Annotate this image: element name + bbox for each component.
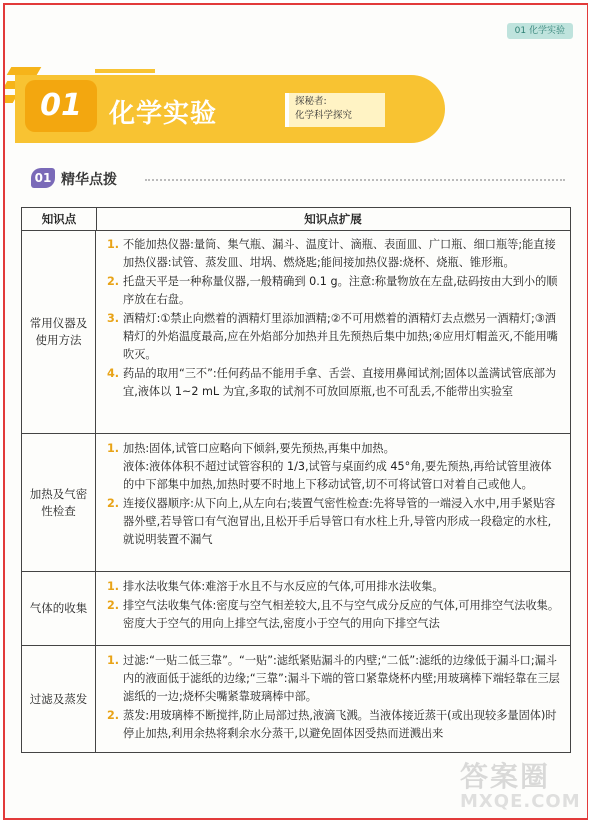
list-item: 1. 过滤:“一贴二低三靠”。“一贴”:滤纸紧贴漏斗的内壁;“二低”:滤纸的边缘低于漏斗口;漏斗内的液面低于滤纸的边缘;“三靠”:漏斗下端的管口紧靠烧杯内壁;用玻璃棒下端轻靠在三层滤纸的一边;烧杯尖嘴紧靠玻璃棒中部。: [107, 654, 560, 703]
list-item: 1. 加热:固体,试管口应略向下倾斜,要先预热,再集中加热。 液体:液体体积不超过试管容积的 1/3,试管与桌面约成 45°角,要先预热,再给试管里液体的中下部集中加热,加热时要不时地上下移动试管,切不可将试管口对着自己或他人。: [107, 442, 552, 491]
list-item: 2. 排空气法收集气体:密度与空气相差较大,且不与空气成分反应的气体,可用排空气法收集。密度大于空气的用向上排空气法,密度小于空气的用向下排空气法: [107, 599, 560, 630]
section-divider: [145, 179, 565, 181]
list-item: 2. 蒸发:用玻璃棒不断搅拌,防止局部过热,液滴飞溅。当液体接近蒸干(或出现较多量固体)时停止加热,利用余热将剩余水分蒸干,以避免固体因受热而迸溅出来: [107, 709, 557, 740]
list-item: 3. 酒精灯:①禁止向燃着的酒精灯里添加酒精;②不可用燃着的酒精灯去点燃另一酒精灯;③酒精灯的外焰温度最高,应在外焰部分加热并且先预热后集中加热;④应用灯帽盖灭,不能用嘴吹灭。: [107, 312, 558, 361]
table-row: [22, 646, 570, 752]
row-content: [97, 572, 570, 645]
list-item: 4. 药品的取用“三不”:任何药品不能用手拿、舌尝、直接用鼻闻试剂;固体以盖满试管底部为宜,液体以 1~2 mL 为宜,多取的试剂不可放回原瓶,也不可乱丢,不能带出实验室: [107, 367, 557, 398]
list-item: 2. 托盘天平是一种称量仪器,一般精确到 0.1 g。注意:称量物放在左盘,砝码按由大到小的顺序放在右盘。: [107, 275, 558, 306]
table-row: [22, 434, 570, 572]
section-title: 精华点拨: [61, 172, 117, 188]
row-content: [97, 646, 570, 752]
watermark-line2: MXQE.COM: [460, 791, 581, 812]
table-header: [22, 208, 570, 231]
knowledge-table: [21, 207, 571, 753]
chapter-title: 化学实验: [109, 99, 218, 129]
table-row: [22, 230, 570, 434]
watermark: [460, 755, 580, 818]
row-label: 过滤及蒸发: [22, 646, 96, 752]
chapter-tag-line2: 化学科学探究: [295, 110, 353, 121]
row-label: 气体的收集: [22, 572, 96, 645]
row-label: 加热及气密性检查: [22, 434, 96, 571]
row-content: [97, 230, 570, 433]
column-header: 知识点扩展: [304, 212, 362, 226]
list-item: 2. 连接仪器顺序:从下向上,从左向右;装置气密性检查:先将导管的一端浸入水中,用手紧贴容器外壁,若导管口有气泡冒出,且松开手后导管口有水柱上升,导管内形成一段稳定的水柱,就说明装置不漏气: [107, 497, 556, 546]
list-item: 1. 排水法收集气体:难溶于水且不与水反应的气体,可用排水法收集。: [107, 580, 444, 593]
chapter-tag: [285, 93, 385, 127]
page: [5, 5, 587, 818]
list-item: 1. 不能加热仪器:量筒、集气瓶、漏斗、温度计、滴瓶、表面皿、广口瓶、细口瓶等;能直接加热仪器:试管、蒸发皿、坩埚、燃烧匙;能间接加热仪器:烧杯、烧瓶、锥形瓶。: [107, 238, 556, 269]
table-row: [22, 572, 570, 646]
running-header: 01 化学实验: [507, 23, 573, 39]
banner-accent-line: [95, 69, 155, 73]
chapter-number: 01: [25, 80, 97, 132]
row-content: [97, 434, 570, 571]
chapter-tag-line1: 探秘者:: [295, 96, 327, 107]
row-label: 常用仪器及使用方法: [22, 230, 96, 433]
column-header: 知识点: [22, 208, 97, 230]
section-number-badge: 01: [31, 168, 55, 188]
watermark-line1: 答案圈: [460, 760, 551, 793]
